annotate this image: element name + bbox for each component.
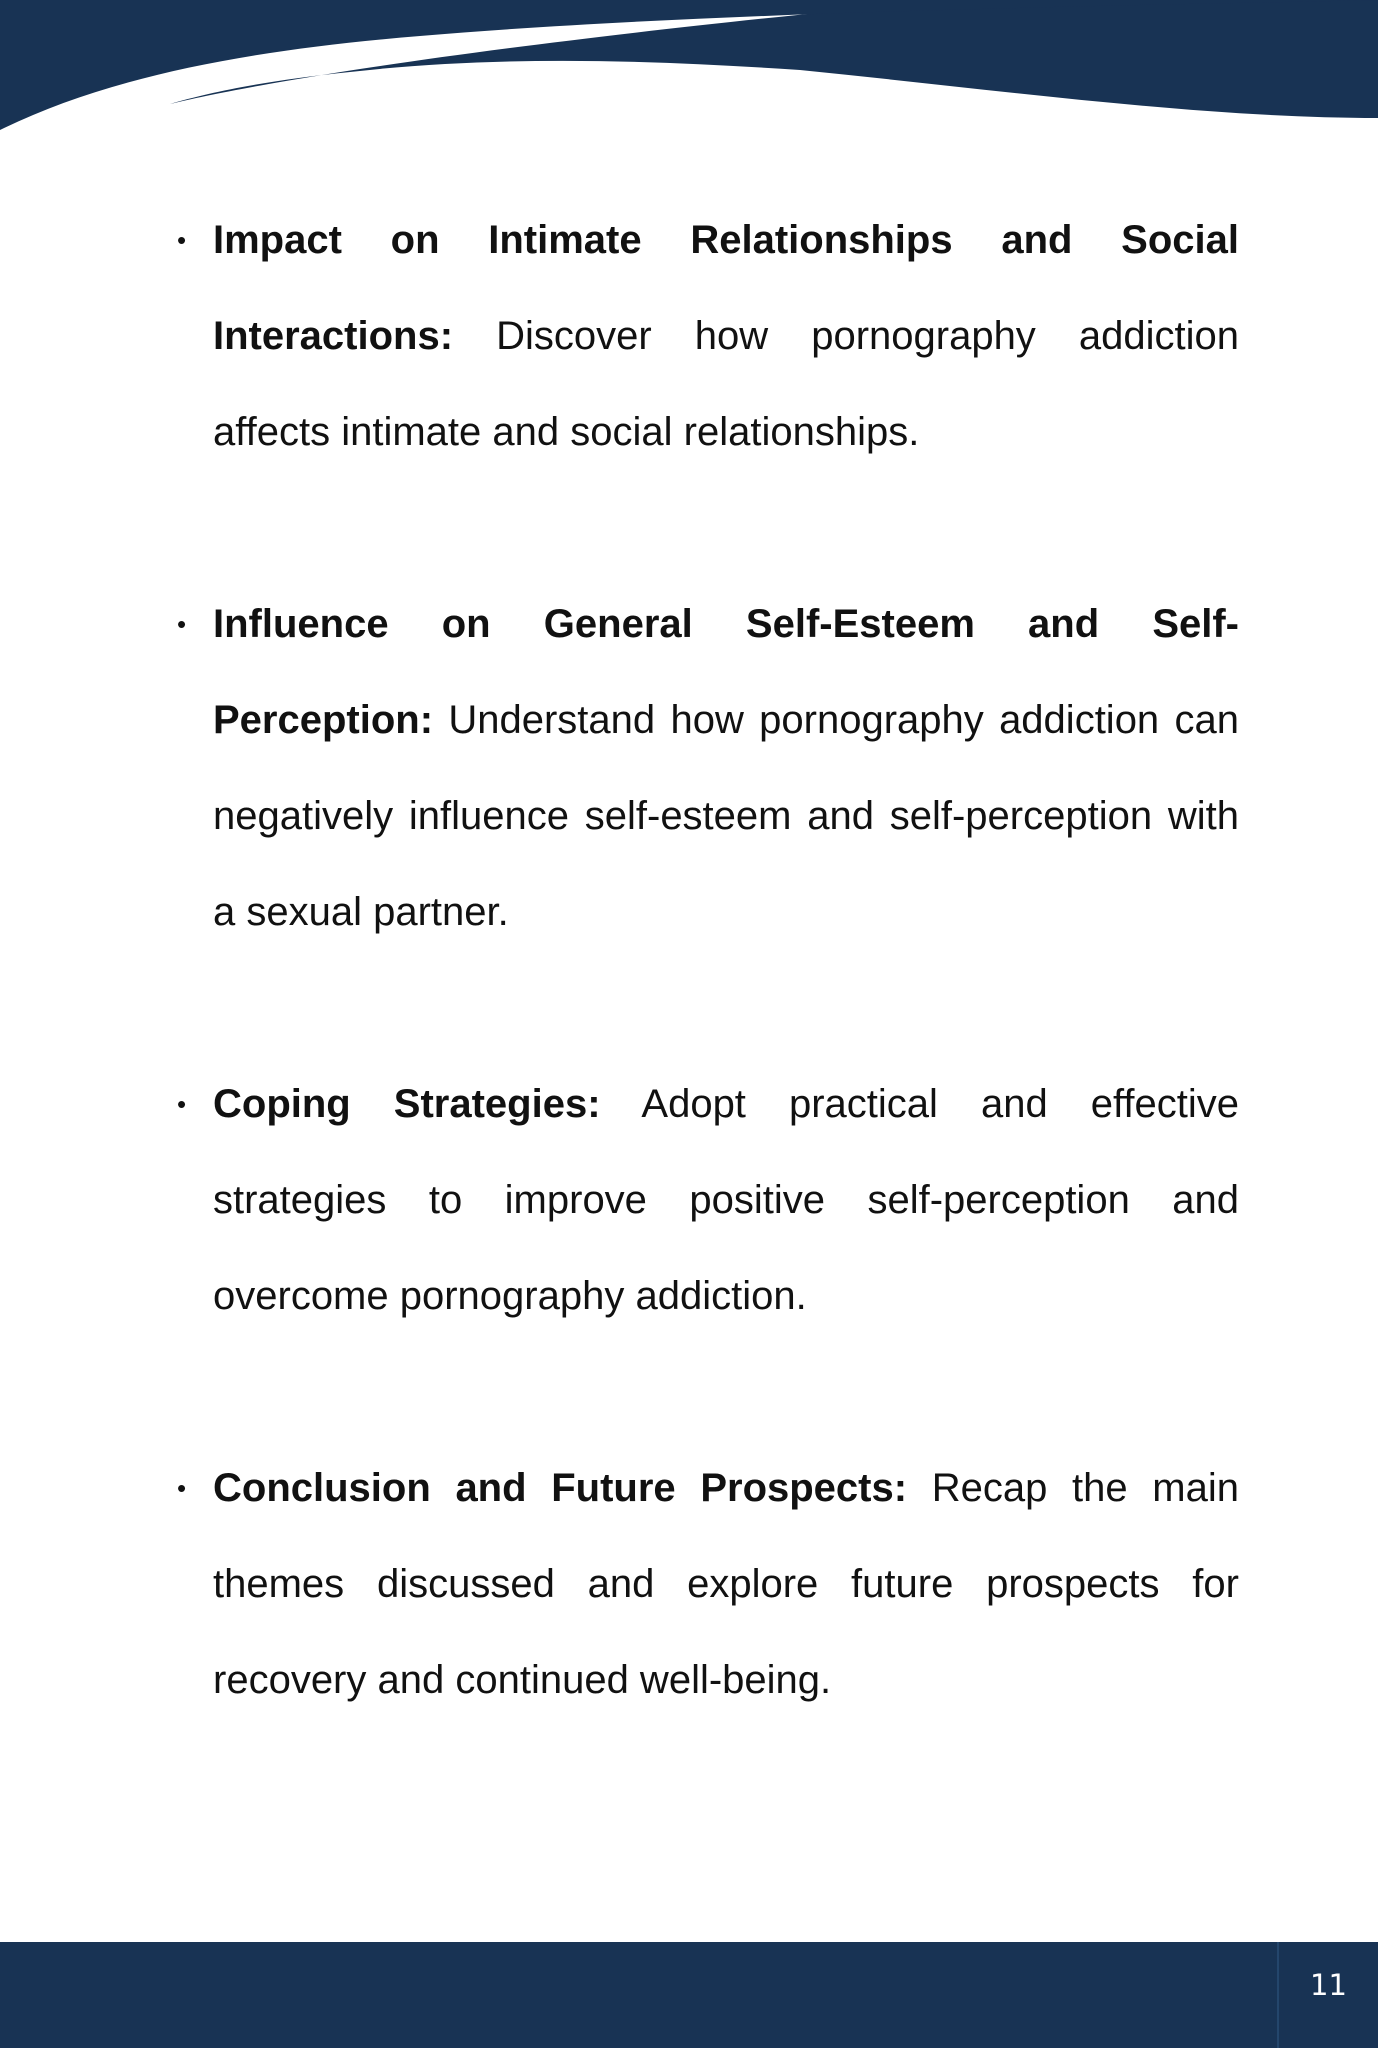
bullet-text: Recap the main themes discussed and explore future prospects for recovery and continued well-being. xyxy=(213,1466,1239,1702)
bullet-item-conclusion xyxy=(177,1440,1239,1728)
bullet-dot: • xyxy=(177,1089,187,1119)
bullet-title: Conclusion and Future Prospects: xyxy=(213,1466,908,1510)
bullet-item-self-esteem xyxy=(177,576,1239,960)
page-number: 11 xyxy=(1277,1942,1378,2048)
bullet-dot: • xyxy=(177,1473,187,1503)
bullet-dot: • xyxy=(177,225,187,255)
bullet-dot: • xyxy=(177,609,187,639)
bullet-text: Adopt practical and effective strategies to improve positive self-perception and overcome pornography addiction. xyxy=(213,1082,1240,1318)
bullet-text: Discover how pornography addiction affects intimate and social relationships. xyxy=(213,314,1239,454)
bullet-list xyxy=(177,192,1240,1728)
bullet-title: Impact on Intimate Relationships and Social Interactions: xyxy=(213,218,1239,358)
bullet-title: Influence on General Self-Esteem and Self-Perception: xyxy=(213,602,1239,742)
bullet-title: Coping Strategies: xyxy=(213,1082,601,1126)
header-wave-decoration xyxy=(0,0,1378,140)
footer-bar xyxy=(0,1942,1378,2048)
bullet-text: Understand how pornography addiction can negatively influence self-esteem and self-perception with a sexual partner. xyxy=(213,698,1239,934)
bullet-item-coping-strategies xyxy=(177,1056,1240,1344)
bullet-item-relationships xyxy=(177,192,1239,480)
